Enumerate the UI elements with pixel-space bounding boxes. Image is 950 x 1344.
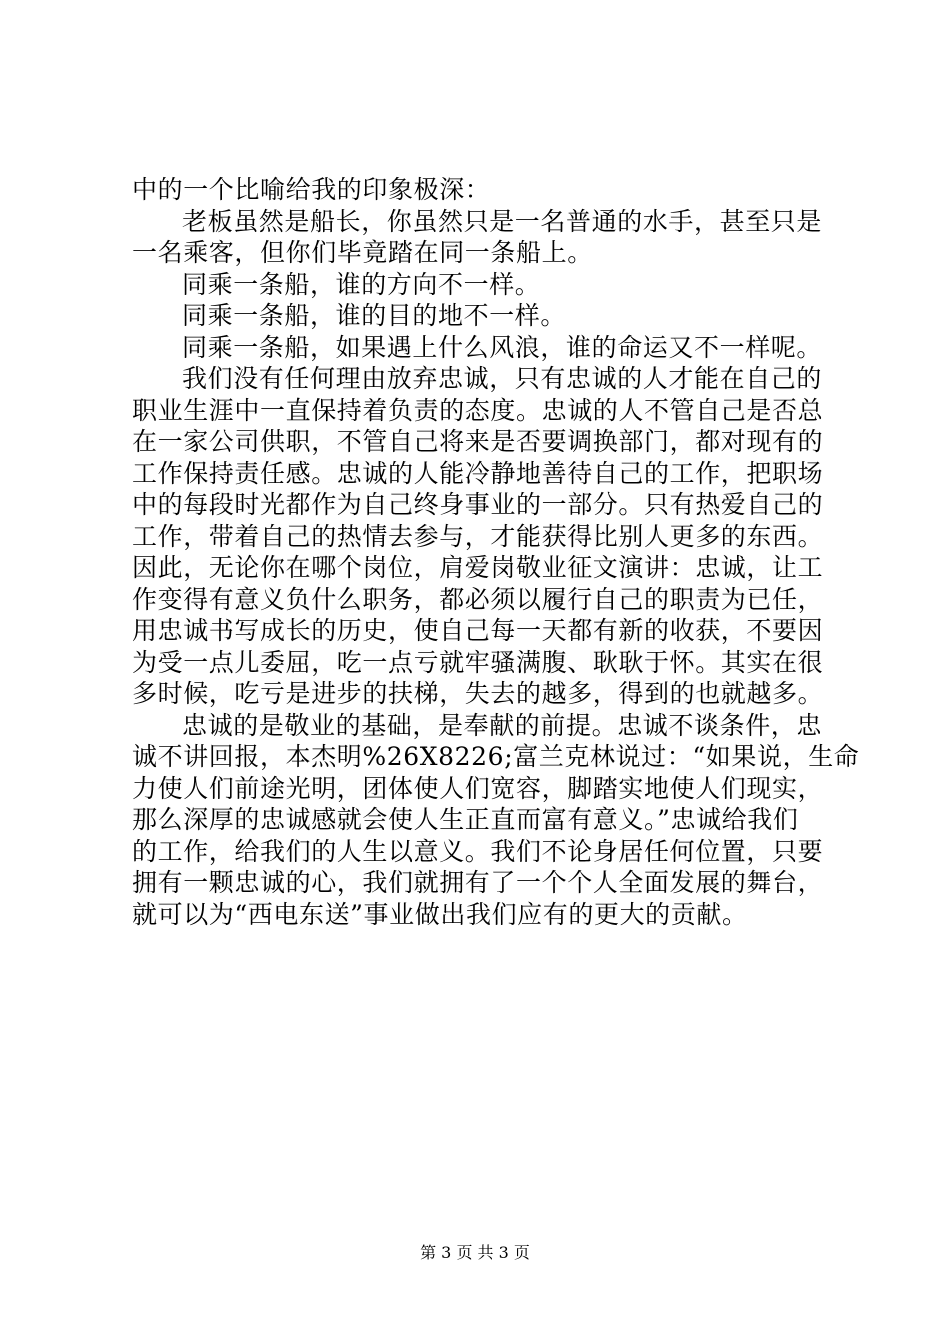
page-number-label: 第 3 页 共 3 页	[420, 1243, 530, 1262]
text-line: 同乘一条船，谁的方向不一样。	[182, 269, 541, 299]
text-line: 同乘一条船，谁的目的地不一样。	[182, 301, 567, 330]
text-line: 忠诚的是敬业的基础，是奉献的前提。忠诚不谈条件，忠	[182, 710, 823, 740]
document-body	[132, 174, 860, 930]
text-line: 的工作，给我们的人生以意义。我们不论身居任何位置，只要	[132, 836, 824, 866]
text-line: 用忠诚书写成长的历史，使自己每一天都有新的收获，不要因	[132, 616, 824, 645]
page-footer	[0, 1243, 950, 1263]
text-line: 作变得有意义负什么职务，都必须以履行自己的职责为已任，	[132, 584, 824, 614]
text-line: 中的每段时光都作为自己终身事业的一部分。只有热爱自己的	[132, 490, 824, 519]
text-line: 为受一点儿委屈，吃一点亏就牢骚满腹、耿耿于怀。其实在很	[132, 647, 824, 677]
text-line: 就可以为“西电东送”事业做出我们应有的更大的贡献。	[132, 899, 748, 929]
text-line: 职业生涯中一直保持着负责的态度。忠诚的人不管自己是否总	[132, 395, 824, 425]
text-line: 老板虽然是船长，你虽然只是一名普通的水手，甚至只是	[182, 206, 823, 236]
text-line: 力使人们前途光明，团体使人们宽容，脚踏实地使人们现实，	[132, 773, 824, 803]
text-line: 在一家公司供职，不管自己将来是否要调换部门，都对现有的	[132, 427, 824, 456]
text-line: 那么深厚的忠诚感就会使人生正直而富有意义。”忠诚给我们	[132, 805, 799, 834]
text-line: 一名乘客，但你们毕竟踏在同一条船上。	[132, 238, 593, 267]
text-line: 同乘一条船，如果遇上什么风浪，谁的命运又不一样呢。	[182, 332, 823, 362]
text-line: 因此，无论你在哪个岗位，肩爱岗敬业征文演讲：忠诚，让工	[132, 553, 824, 582]
text-line: 中的一个比喻给我的印象极深：	[132, 175, 491, 204]
text-line: 工作保持责任感。忠诚的人能冷静地善待自己的工作，把职场	[132, 458, 824, 488]
text-line: 工作，带着自己的热情去参与，才能获得比别人更多的东西。	[132, 521, 824, 551]
text-line: 多时候，吃亏是进步的扶梯，失去的越多，得到的也就越多。	[132, 679, 824, 708]
text-line: 诚不讲回报，本杰明%26X8226;富兰克林说过：“如果说，生命	[132, 742, 860, 771]
text-line: 我们没有任何理由放弃忠诚，只有忠诚的人才能在自己的	[182, 364, 823, 393]
text-line: 拥有一颗忠诚的心，我们就拥有了一个个人全面发展的舞台，	[132, 868, 824, 897]
